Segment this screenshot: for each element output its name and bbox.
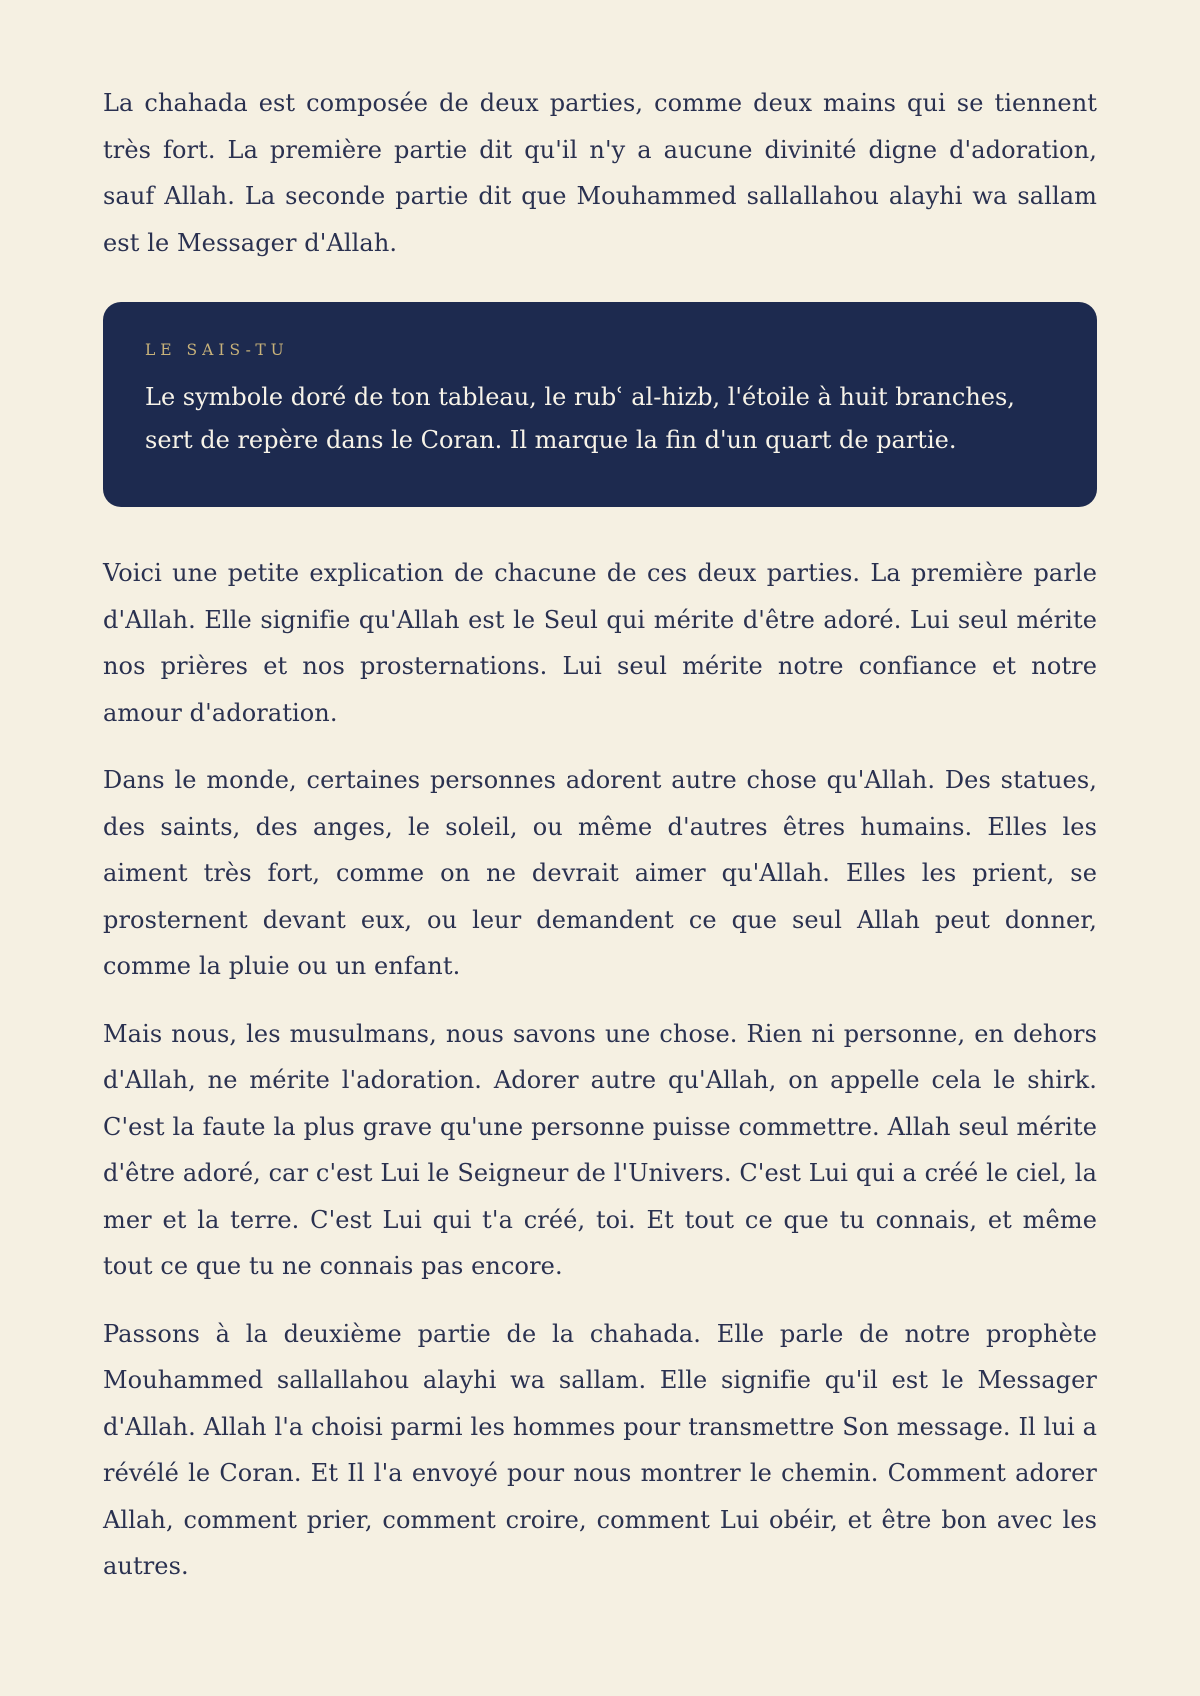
callout-text: Le symbole doré de ton tableau, le rubʿ al-hizb, l'étoile à huit branches, sert de repère dans le Coran. Il marque la fin d'un quart de partie. <box>145 383 1015 454</box>
paragraph-second-part: Passons à la deuxième partie de la chahada. Elle parle de notre prophète Mouhammed sallallahou alayhi wa sallam. Elle signifie qu'il est le Messager d'Allah. Allah l'a choisi parmi les hommes pour transmettre Son message. Il lui a révélé le Coran. Et Il l'a envoyé pour nous montrer le chemin. Comment adorer Allah, comment prier, comment croire, comment Lui obéir, et être bon avec les autres. <box>103 1319 1097 1580</box>
document-page <box>103 80 1097 1590</box>
paragraph-worship-others: Dans le monde, certaines personnes adorent autre chose qu'Allah. Des statues, des saints, des anges, le soleil, ou même d'autres êtres humains. Elles les aiment très fort, comme on ne devrait aimer qu'Allah. Elles les prient, se prosternent devant eux, ou leur demandent ce que seul Allah peut donner, comme la pluie ou un enfant. <box>103 766 1097 980</box>
did-you-know-callout <box>103 302 1097 507</box>
paragraph-first-part-explanation: Voici une petite explication de chacune de ces deux parties. La première parle d'Allah. Elle signifie qu'Allah est le Seul qui mérite d'être adoré. Lui seul mérite nos prières et nos prosternations. Lui seul mérite notre confiance et notre amour d'adoration. <box>103 559 1097 727</box>
paragraph-chahada-intro: La chahada est composée de deux parties, comme deux mains qui se tiennent très fort. La première partie dit qu'il n'y a aucune divinité digne d'adoration, sauf Allah. La seconde partie dit que Mouhammed sallallahou alayhi wa sallam est le Messager d'Allah. <box>103 89 1097 257</box>
paragraph-shirk: Mais nous, les musulmans, nous savons une chose. Rien ni personne, en dehors d'Allah, ne mérite l'adoration. Adorer autre qu'Allah, on appelle cela le shirk. C'est la faute la plus grave qu'une personne puisse commettre. Allah seul mérite d'être adoré, car c'est Lui le Seigneur de l'Univers. C'est Lui qui a créé le ciel, la mer et la terre. C'est Lui qui t'a créé, toi. Et tout ce que tu connais, et même tout ce que tu ne connais pas encore. <box>103 1019 1097 1280</box>
callout-title: LE SAIS-TU <box>145 341 289 359</box>
